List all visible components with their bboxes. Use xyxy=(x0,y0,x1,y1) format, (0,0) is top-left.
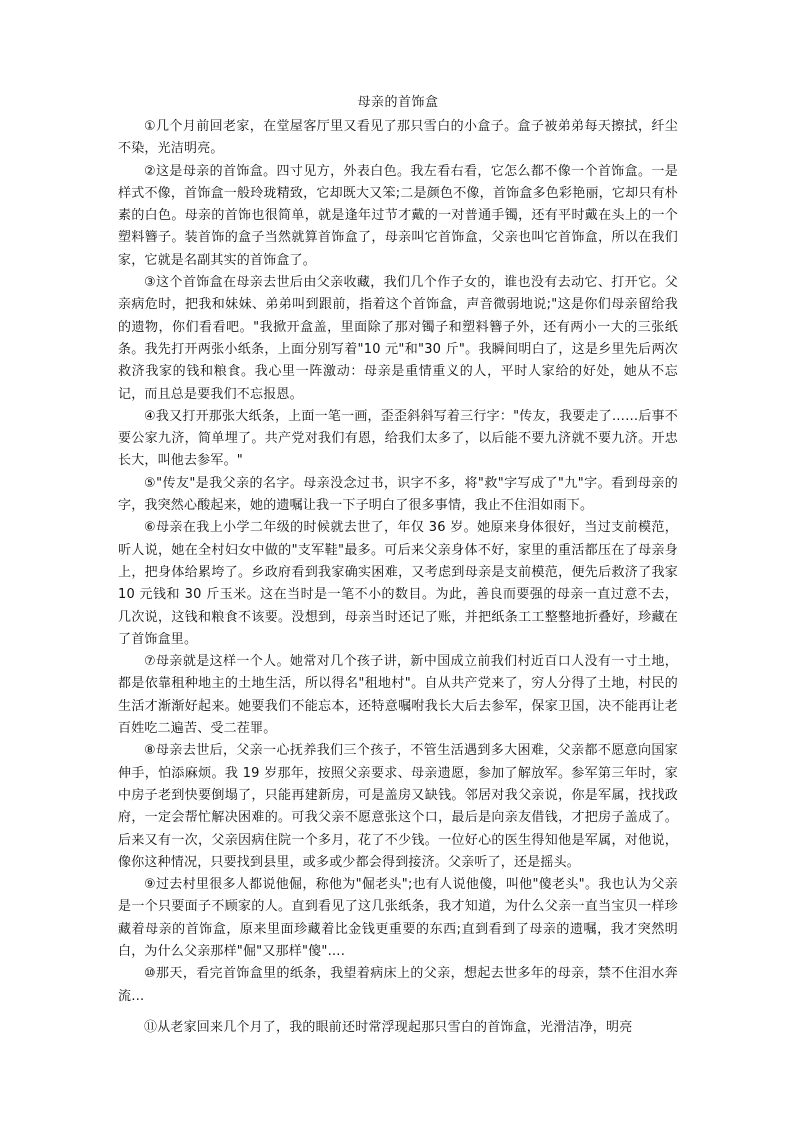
paragraph-10: ⑩那天，看完首饰盒里的纸条，我望着病床上的父亲，想起去世多年的母亲，禁不住泪水奔流… xyxy=(118,966,678,1004)
paragraph-5: ⑤"传友"是我父亲的名字。母亲没念过书，识字不多，将"救"字写成了"九"字。看到母亲的字，我突然心酸起来，她的遗嘱让我一下子明白了很多事情，我止不住泪如雨下。 xyxy=(118,475,678,514)
paragraph-gap xyxy=(118,1008,678,1017)
paragraph-11: ⑪从老家回来几个月了，我的眼前还时常浮现起那只雪白的首饰盒，光滑洁净，明亮 xyxy=(144,1019,633,1035)
paragraph-4: ④我又打开那张大纸条，上面一笔一画，歪歪斜斜写着三行字："传友，我要走了……后事不要公家九济，简单埋了。共产党对我们有恩，给我们太多了，以后能不要九济就不要九济。开忠长大，叫他去参军。" xyxy=(118,408,678,469)
document-title: 母亲的首饰盒 xyxy=(357,95,439,110)
document-page xyxy=(118,92,678,1039)
paragraph-9: ⑨过去村里很多人都说他倔，称他为"倔老头";也有人说他傻，叫他"傻老头"。我也认为父亲是一个只要面子不顾家的人。直到看见了这几张纸条，我才知道，为什么父亲一直当宝贝一样珍藏着母亲的首饰盒，原来里面珍藏着比金钱更重要的东西;直到看到了母亲的遗嘱，我才突然明白，为什么父亲那样"倔"又那样"傻"…. xyxy=(118,877,678,959)
paragraph-6: ⑥母亲在我上小学二年级的时候就去世了，年仅 36 岁。她原来身体很好，当过支前模范，听人说，她在全村妇女中做的"支军鞋"最多。可后来父亲身体不好，家里的重活都压在了母亲身上，把身体给累垮了。乡政府看到我家确实困难，又考虑到母亲是支前模范，便先后救济了我家 10 元钱和 30 斤玉米。这在当时是一笔不小的数目。为此，善良而要强的母亲一直过意不去，几次说，这钱和粮食不该要。没想到，母亲当时还记了账，并把纸条工工整整地折叠好，珍藏在了首饰盒里。 xyxy=(118,520,678,647)
paragraph-1: ①几个月前回老家，在堂屋客厅里又看见了那只雪白的小盒子。盒子被弟弟每天擦拭，纤尘不染，光洁明亮。 xyxy=(118,119,678,157)
paragraph-8: ⑧母亲去世后，父亲一心抚养我们三个孩子，不管生活遇到多大困难，父亲都不愿意向国家伸手，怕添麻烦。我 19 岁那年，按照父亲要求、母亲遗愿，参加了解放军。参军第三年时，家中房子老到快要倒塌了，只能再建新房，可是盖房又缺钱。邻居对我父亲说，你是军属，找找政府，一定会帮忙解决困难的。可我父亲不愿意张这个口，最后是向亲友借钱，才把房子盖成了。后来又有一次，父亲因病住院一个多月，花了不少钱。一位好心的医生得知他是军属，对他说，像你这种情况，只要找到县里，或多或少都会得到接济。父亲听了，还是摇头。 xyxy=(118,743,678,870)
paragraph-2: ②这是母亲的首饰盒。四寸见方，外表白色。我左看右看，它怎么都不像一个首饰盒。一是样式不像，首饰盒一般玲珑精致，它却既大又笨;二是颜色不像，首饰盒多色彩艳丽，它却只有朴素的白色。母亲的首饰也很简单，就是逢年过节才戴的一对普通手镯，还有平时戴在头上的一个塑料簪子。装首饰的盒子当然就算首饰盒了，母亲叫它首饰盒，父亲也叫它首饰盒，所以在我们家，它就是名副其实的首饰盒了。 xyxy=(118,163,678,268)
paragraph-3: ③这个首饰盒在母亲去世后由父亲收藏，我们几个作子女的，谁也没有去动它、打开它。父亲病危时，把我和妹妹、弟弟叫到跟前，指着这个首饰盒，声音微弱地说;"这是你们母亲留给我的遗物，你们看看吧。"我掀开盒盖，里面除了那对镯子和塑料簪子外，还有两小一大的三张纸条。我先打开两张小纸条，上面分别写着"10 元"和"30 斤"。我瞬间明白了，这是乡里先后两次救济我家的钱和粮食。我心里一阵激动：母亲是重情重义的人，平时人家给的好处，她从不忘记，而且总是要我们不忘报恩。 xyxy=(118,275,678,402)
paragraph-7: ⑦母亲就是这样一个人。她常对几个孩子讲，新中国成立前我们村近百口人没有一寸土地，都是依靠租种地主的土地生活，所以得名"租地村"。自从共产党来了，穷人分得了土地，村民的生活才渐渐好起来。她要我们不能忘本，还特意嘱咐我长大后去参军，保家卫国，决不能再让老百姓吃二遍苦、受二茬罪。 xyxy=(118,654,678,737)
